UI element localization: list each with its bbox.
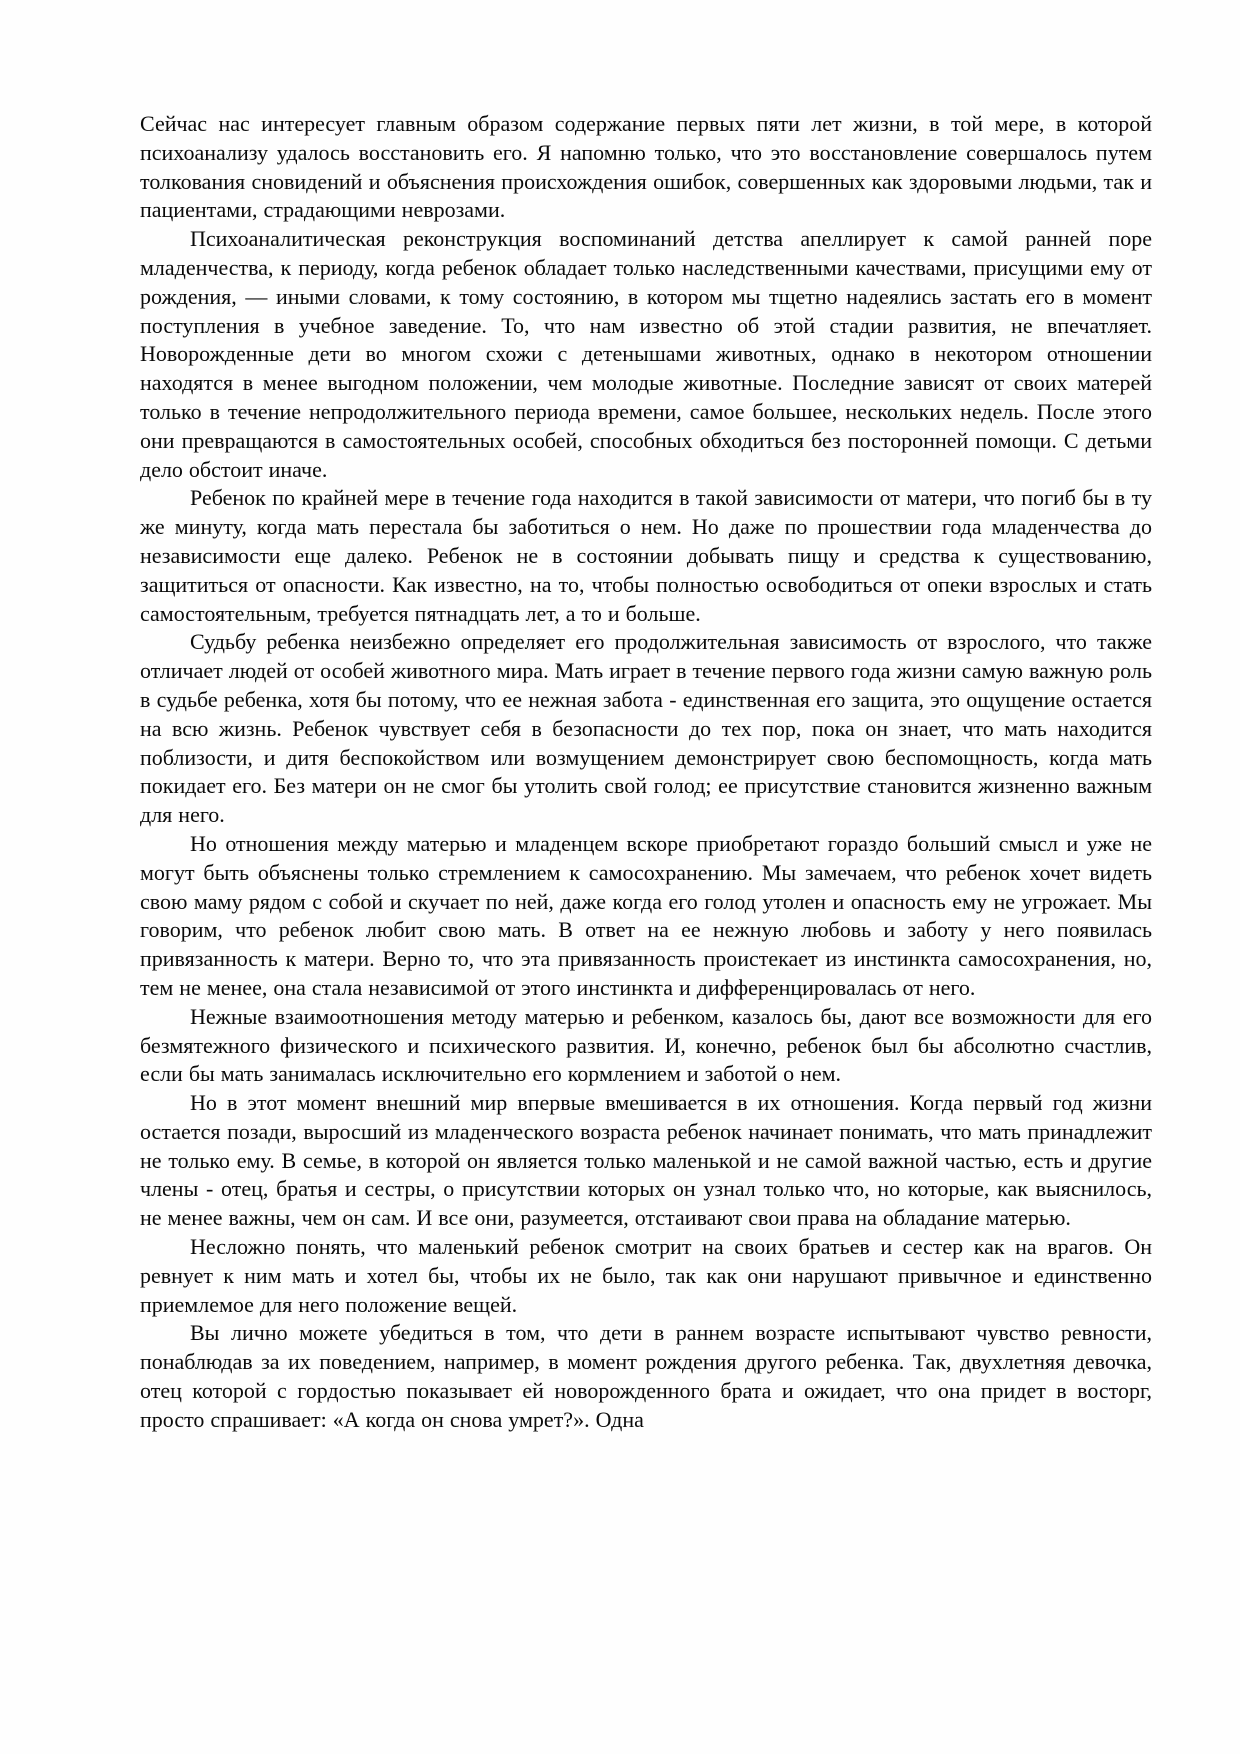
paragraph: Но отношения между матерью и младенцем вскоре приобретают гораздо больший смысл и уже не могут быть объяснены только стремлением к самосохранению. Мы замечаем, что ребенок хочет видеть свою маму рядом с собой и скучает по ней, даже когда его голод утолен и опасность ему не угрожает. Мы говорим, что ребенок любит свою мать. В ответ на ее нежную любовь и заботу у него появилась привязанность к матери. Верно то, что эта привязанность проистекает из инстинкта самосохранения, но, тем не менее, она стала независимой от этого инстинкта и дифференцировалась от него. <box>140 830 1152 1000</box>
paragraph: Ребенок по крайней мере в течение года находится в такой зависимости от матери, что погиб бы в ту же минуту, когда мать перестала бы заботиться о нем. Но даже по прошествии года младенчества до независимости еще далеко. Ребенок не в состоянии добывать пищу и средства к существованию, защититься от опасности. Как известно, на то, чтобы полностью освободиться от опеки взрослых и стать самостоятельным, требуется пятнадцать лет, а то и больше. <box>140 485 1152 626</box>
paragraph: Сейчас нас интересует главным образом содержание первых пяти лет жизни, в той мере, в которой психоанализу удалось восстановить его. Я напомню только, что это восстановление совершалось путем толкования сновидений и объяснения происхождения ошибок, совершенных как здоровыми людьми, так и пациентами, страдающими неврозами. <box>140 111 1152 223</box>
paragraph: Несложно понять, что маленький ребенок смотрит на своих братьев и сестер как на врагов. Он ревнует к ним мать и хотел бы, чтобы их не было, так как они нарушают привычное и единственно приемлемое для него положение вещей. <box>140 1234 1152 1317</box>
paragraph: Психоаналитическая реконструкция воспоминаний детства апеллирует к самой ранней поре младенчества, к периоду, когда ребенок обладает только наследственными качествами, присущими ему от рождения, — иными словами, к тому состоянию, в котором мы тщетно надеялись застать его в момент поступления в учебное заведение. То, что нам известно об этой стадии развития, не впечатляет. Новорожденные дети во многом схожи с детенышами животных, однако в некотором отношении находятся в менее выгодном положении, чем молодые животные. Последние зависят от своих матерей только в течение непродолжительного периода времени, самое большее, нескольких недель. После этого они превращаются в самостоятельных особей, способных обходиться без посторонней помощи. С детьми дело обстоит иначе. <box>140 226 1152 482</box>
paragraph: Вы лично можете убедиться в том, что дети в раннем возрасте испытывают чувство ревности, понаблюдав за их поведением, например, в момент рождения другого ребенка. Так, двухлетняя девочка, отец которой с гордостью показывает ей новорожденного брата и ожидает, что она придет в восторг, просто спрашивает: «А когда он снова умрет?». Одна <box>140 1320 1152 1432</box>
paragraph: Судьбу ребенка неизбежно определяет его продолжительная зависимость от взрослого, что также отличает людей от особей животного мира. Мать играет в течение первого года жизни самую важную роль в судьбе ребенка, хотя бы потому, что ее нежная забота - единственная его защита, это ощущение остается на всю жизнь. Ребенок чувствует себя в безопасности до тех пор, пока он знает, что мать находится поблизости, и дитя беспокойством или возмущением демонстрирует свою беспомощность, когда мать покидает его. Без матери он не смог бы утолить свой голод; ее присутствие становится жизненно важным для него. <box>140 629 1152 828</box>
page-text <box>140 110 1152 1435</box>
paragraph: Нежные взаимоотношения методу матерью и ребенком, казалось бы, дают все возможности для его безмятежного физического и психического развития. И, конечно, ребенок был бы абсолютно счастлив, если бы мать занималась исключительно его кормлением и заботой о нем. <box>140 1003 1152 1087</box>
paragraph: Но в этот момент внешний мир впервые вмешивается в их отношения. Когда первый год жизни остается позади, выросший из младенческого возраста ребенок начинает понимать, что мать принадлежит не только ему. В семье, в которой он является только маленькой и не самой важной частью, есть и другие члены - отец, братья и сестры, о присутствии которых он узнал только что, но которые, как выяснилось, не менее важны, чем он сам. И все они, разумеется, отстаивают свои права на обладание матерью. <box>140 1090 1152 1231</box>
